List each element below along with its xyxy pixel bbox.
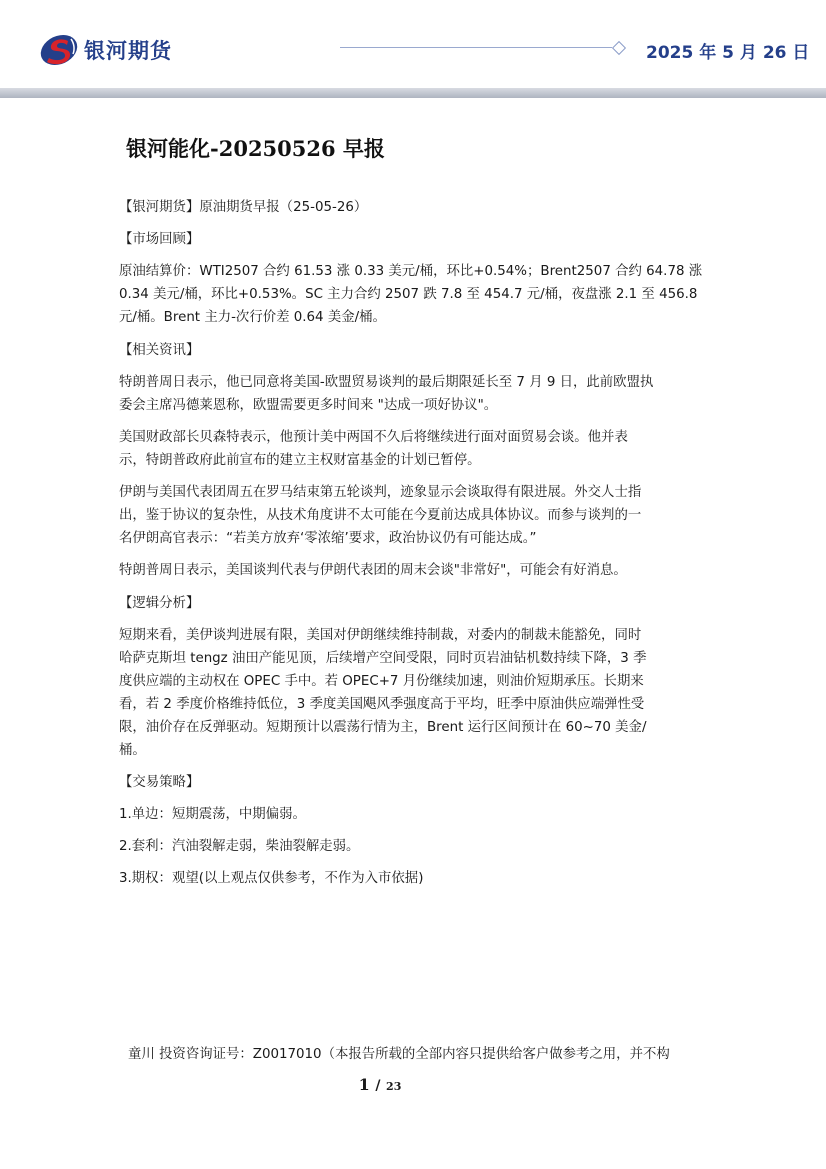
paragraph-gap bbox=[119, 417, 725, 426]
analyst-disclaimer: 童川 投资咨询证号：Z0017010（本报告所载的全部内容只提供给客户做参考之用，并不构 bbox=[128, 1047, 670, 1062]
text-line: 度供应端的主动权在 OPEC 手中。若 OPEC+7 月份继续加速，则油价短期承压。长期来 bbox=[119, 673, 644, 689]
text-line: 委会主席冯德莱恩称，欧盟需要更多时间来 "达成一项好协议"。 bbox=[119, 397, 498, 413]
text-line: 【交易策略】 bbox=[119, 774, 200, 790]
company-logo bbox=[38, 29, 188, 71]
paragraph-gap bbox=[119, 762, 725, 771]
paragraph bbox=[119, 481, 725, 550]
paragraph bbox=[119, 803, 725, 826]
text-line: 特朗普周日表示，美国谈判代表与伊朗代表团的周末会谈"非常好"，可能会有好消息。 bbox=[119, 563, 627, 579]
text-line: 短期来看，美伊谈判进展有限，美国对伊朗继续维持制裁，对委内的制裁未能豁免，同时 bbox=[119, 627, 642, 643]
paragraph-gap bbox=[119, 794, 725, 803]
paragraph-gap bbox=[119, 858, 725, 867]
text-line: 原油结算价：WTI2507 合约 61.53 涨 0.33 美元/桶，环比+0.54%；Brent2507 合约 64.78 涨 bbox=[119, 264, 703, 280]
page-separator: / bbox=[375, 1078, 381, 1094]
text-line: 桶。 bbox=[119, 742, 146, 758]
paragraph bbox=[119, 371, 725, 417]
text-line: 0.34 美元/桶，环比+0.53%。SC 主力合约 2507 跌 7.8 至 454.7 元/桶，夜盘涨 2.1 至 456.8 bbox=[119, 287, 698, 303]
page-number bbox=[0, 1075, 760, 1094]
paragraph bbox=[119, 196, 725, 219]
text-line: 限，油价存在反弹驱动。短期预计以震荡行情为主，Brent 运行区间预计在 60~70 美金/ bbox=[119, 719, 647, 735]
paragraph-gap bbox=[119, 826, 725, 835]
paragraph-gap bbox=[119, 615, 725, 624]
text-line: 特朗普周日表示，他已同意将美国-欧盟贸易谈判的最后期限延长至 7 月 9 日，此前欧盟执 bbox=[119, 374, 654, 390]
text-line: 哈萨克斯坦 tengz 油田产能见顶，后续增产空间受限，同时页岩油钻机数持续下降，3 季 bbox=[119, 650, 647, 666]
header-band bbox=[0, 88, 826, 98]
paragraph bbox=[119, 835, 725, 858]
paragraph-gap bbox=[119, 362, 725, 371]
text-line: 美国财政部长贝森特表示，他预计美中两国不久后将继续进行面对面贸易会谈。他并表 bbox=[119, 429, 628, 445]
text-line: 示，特朗普政府此前宣布的建立主权财富基金的计划已暂停。 bbox=[119, 452, 481, 468]
text-line: 【相关资讯】 bbox=[119, 342, 200, 358]
paragraph bbox=[119, 228, 725, 251]
paragraph-gap bbox=[119, 582, 725, 591]
text-line: 名伊朗高官表示：“若美方放弃‘零浓缩’要求，政治协议仍有可能达成。” bbox=[119, 531, 537, 547]
page-header bbox=[0, 0, 826, 100]
paragraph bbox=[119, 559, 725, 582]
paragraph-gap bbox=[119, 219, 725, 228]
text-line: 元/桶。Brent 主力-次行价差 0.64 美金/桶。 bbox=[119, 310, 386, 326]
text-line: 1.单边：短期震荡，中期偏弱。 bbox=[119, 807, 306, 823]
text-line: 【银河期货】原油期货早报（25-05-26） bbox=[119, 200, 368, 215]
header-divider-line bbox=[340, 47, 612, 48]
paragraph-gap bbox=[119, 329, 725, 338]
text-line: 出，鉴于协议的复杂性，从技术角度讲不太可能在今夏前达成具体协议。而参与谈判的一 bbox=[119, 508, 642, 524]
report-title: 银河能化-20250526 早报 bbox=[126, 136, 385, 161]
text-line: 看，若 2 季度价格维持低位，3 季度美国飓风季强度高于平均，旺季中原油供应端弹性受 bbox=[119, 696, 645, 712]
paragraph-gap bbox=[119, 251, 725, 260]
paragraph bbox=[119, 867, 725, 890]
report-body bbox=[119, 196, 725, 890]
text-line: 【市场回顾】 bbox=[119, 232, 200, 248]
logo-text: 银河期货 bbox=[84, 39, 172, 63]
page-total: 23 bbox=[386, 1080, 402, 1093]
paragraph-gap bbox=[119, 472, 725, 481]
paragraph bbox=[119, 624, 725, 762]
paragraph bbox=[119, 260, 725, 329]
report-date: 2025 年 5 月 26 日 bbox=[646, 43, 810, 63]
text-line: 【逻辑分析】 bbox=[119, 595, 200, 611]
page-current: 1 bbox=[358, 1075, 370, 1094]
text-line: 2.套利：汽油裂解走弱，柴油裂解走弱。 bbox=[119, 839, 360, 855]
paragraph bbox=[119, 426, 725, 472]
paragraph bbox=[119, 339, 725, 362]
paragraph-gap bbox=[119, 550, 725, 559]
text-line: 3.期权：观望(以上观点仅供参考，不作为入市依据) bbox=[119, 871, 424, 887]
paragraph bbox=[119, 592, 725, 615]
paragraph bbox=[119, 771, 725, 794]
text-line: 伊朗与美国代表团周五在罗马结束第五轮谈判，迹象显示会谈取得有限进展。外交人士指 bbox=[119, 485, 642, 501]
diamond-icon bbox=[612, 41, 626, 55]
galaxy-logo-icon bbox=[38, 29, 80, 71]
